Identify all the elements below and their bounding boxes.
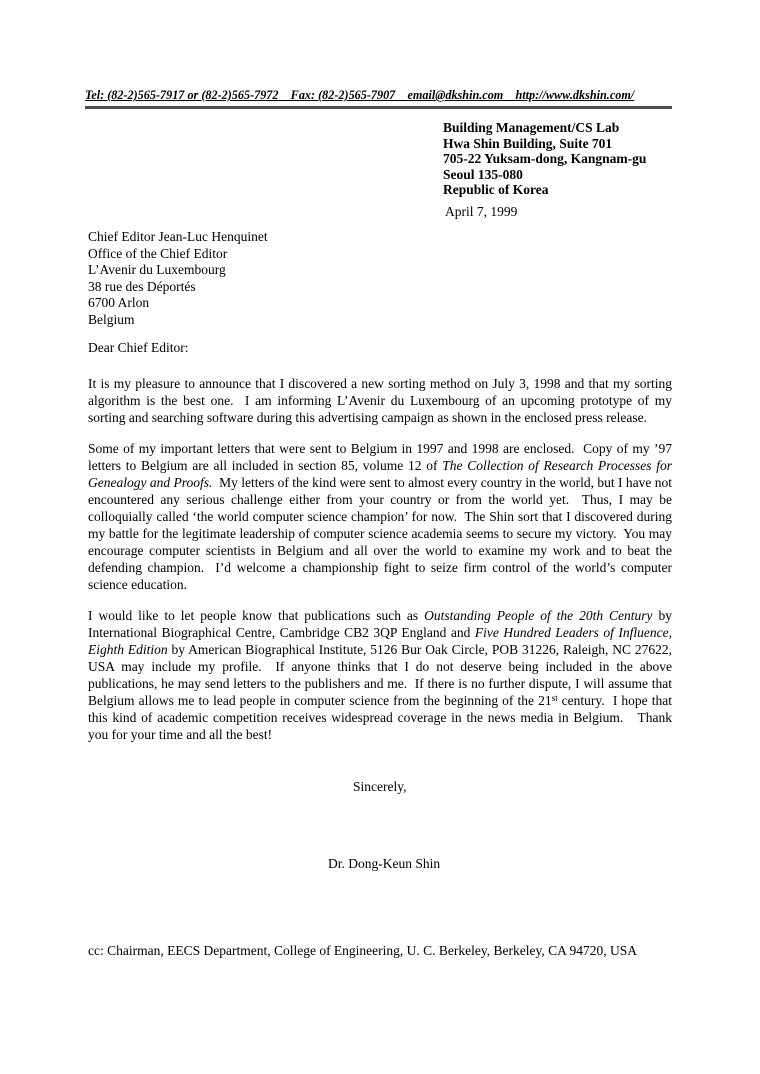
address-line: L’Avenir du Luxembourg — [88, 262, 226, 278]
sender-address-block — [443, 120, 646, 198]
text-segment: by International Biographical Centre, Cambridge CB2 3QP England and — [88, 608, 672, 640]
address-line: Hwa Shin Building, Suite 701 — [443, 135, 613, 151]
letter-date: April 7, 1999 — [445, 204, 518, 219]
text-segment: century. I hope that this kind of academic competition receives widespread coverage in the news media in Belgium. Thank you for your time and all the best! — [88, 693, 672, 742]
recipient-address-block — [88, 229, 268, 329]
text-segment: st — [551, 693, 558, 703]
text-segment: Five Hundred Leaders of Influence — [474, 625, 669, 640]
body-paragraph — [88, 607, 672, 743]
address-line: Building Management/CS Lab — [443, 120, 620, 135]
text-segment: by American Biographical Institute, 5126 Bur Oak Circle, POB 31226, Raleigh, NC 27622, USA may include my profile. If anyone thinks that I do not deserve being included in the above publications, he may send letters to the publishers and me. If there is no further dispute, I will assume that Belgium allows me to lead people in computer science from the beginning of the 21 — [88, 642, 672, 708]
cc-line: cc: Chairman, EECS Department, College of Engineering, U. C. Berkeley, Berkeley, CA 94720, USA — [88, 943, 638, 958]
text-segment: It is my pleasure to announce that I discovered a new sorting method on July 3, 1998 and that my sorting algorithm is the best one. I am informing L’Avenir du Luxembourg of an upcoming prototype of my sorting and searching software during this advertising campaign as shown in the enclosed press release. — [88, 376, 672, 425]
address-line: 6700 Arlon — [88, 295, 150, 311]
address-line: Belgium — [88, 311, 135, 327]
text-segment: I would like to let people know that publications such as — [88, 608, 425, 623]
address-line: 705-22 Yuksam-dong, Kangnam-gu — [443, 151, 647, 166]
text-segment: Eighth Edition — [88, 642, 168, 657]
salutation: Dear Chief Editor: — [88, 340, 189, 355]
signature-name: Dr. Dong-Keun Shin — [328, 856, 441, 871]
text-segment: Some of my important letters that were sent to Belgium in 1997 and 1998 are enclosed. Copy of my ’97 letters to Belgium are all included in section 85, volume 12 of — [88, 441, 672, 473]
address-line: 38 rue des Déportés — [88, 278, 196, 294]
text-segment: , — [668, 625, 672, 640]
text-segment: Outstanding People of the 20th Century — [424, 608, 653, 623]
address-line: Office of the Chief Editor — [88, 245, 228, 261]
body-paragraph — [88, 375, 672, 426]
closing: Sincerely, — [353, 779, 407, 794]
text-segment: My letters of the kind were sent to almost every country in the world, but I have not encountered any serious challenge either from your country or from the world yet. Thus, I may be colloquially called ‘the world computer science champion’ for now. The Shin sort that I discovered during my battle for the legitimate leadership of computer science academia seems to secure my victory. You may encourage computer scientists in Belgium and all over the world to examine my work and to beat the defending champion. I’d welcome a championship fight to seize firm control of the world’s computer science education. — [88, 475, 672, 592]
text-segment: The Collection of Research Processes for Genealogy and Proofs. — [88, 458, 673, 490]
address-line: Seoul 135-080 — [443, 166, 523, 182]
body-paragraph — [88, 440, 672, 593]
letter-body — [88, 375, 672, 757]
address-line: Chief Editor Jean-Luc Henquinet — [88, 229, 268, 244]
letterhead-contact-line: Tel: (82-2)565-7917 or (82-2)565-7972 Fax: (82-2)565-7907 email@dkshin.com http://www.dkshin.com/ — [85, 88, 672, 109]
address-line: Republic of Korea — [443, 182, 549, 197]
